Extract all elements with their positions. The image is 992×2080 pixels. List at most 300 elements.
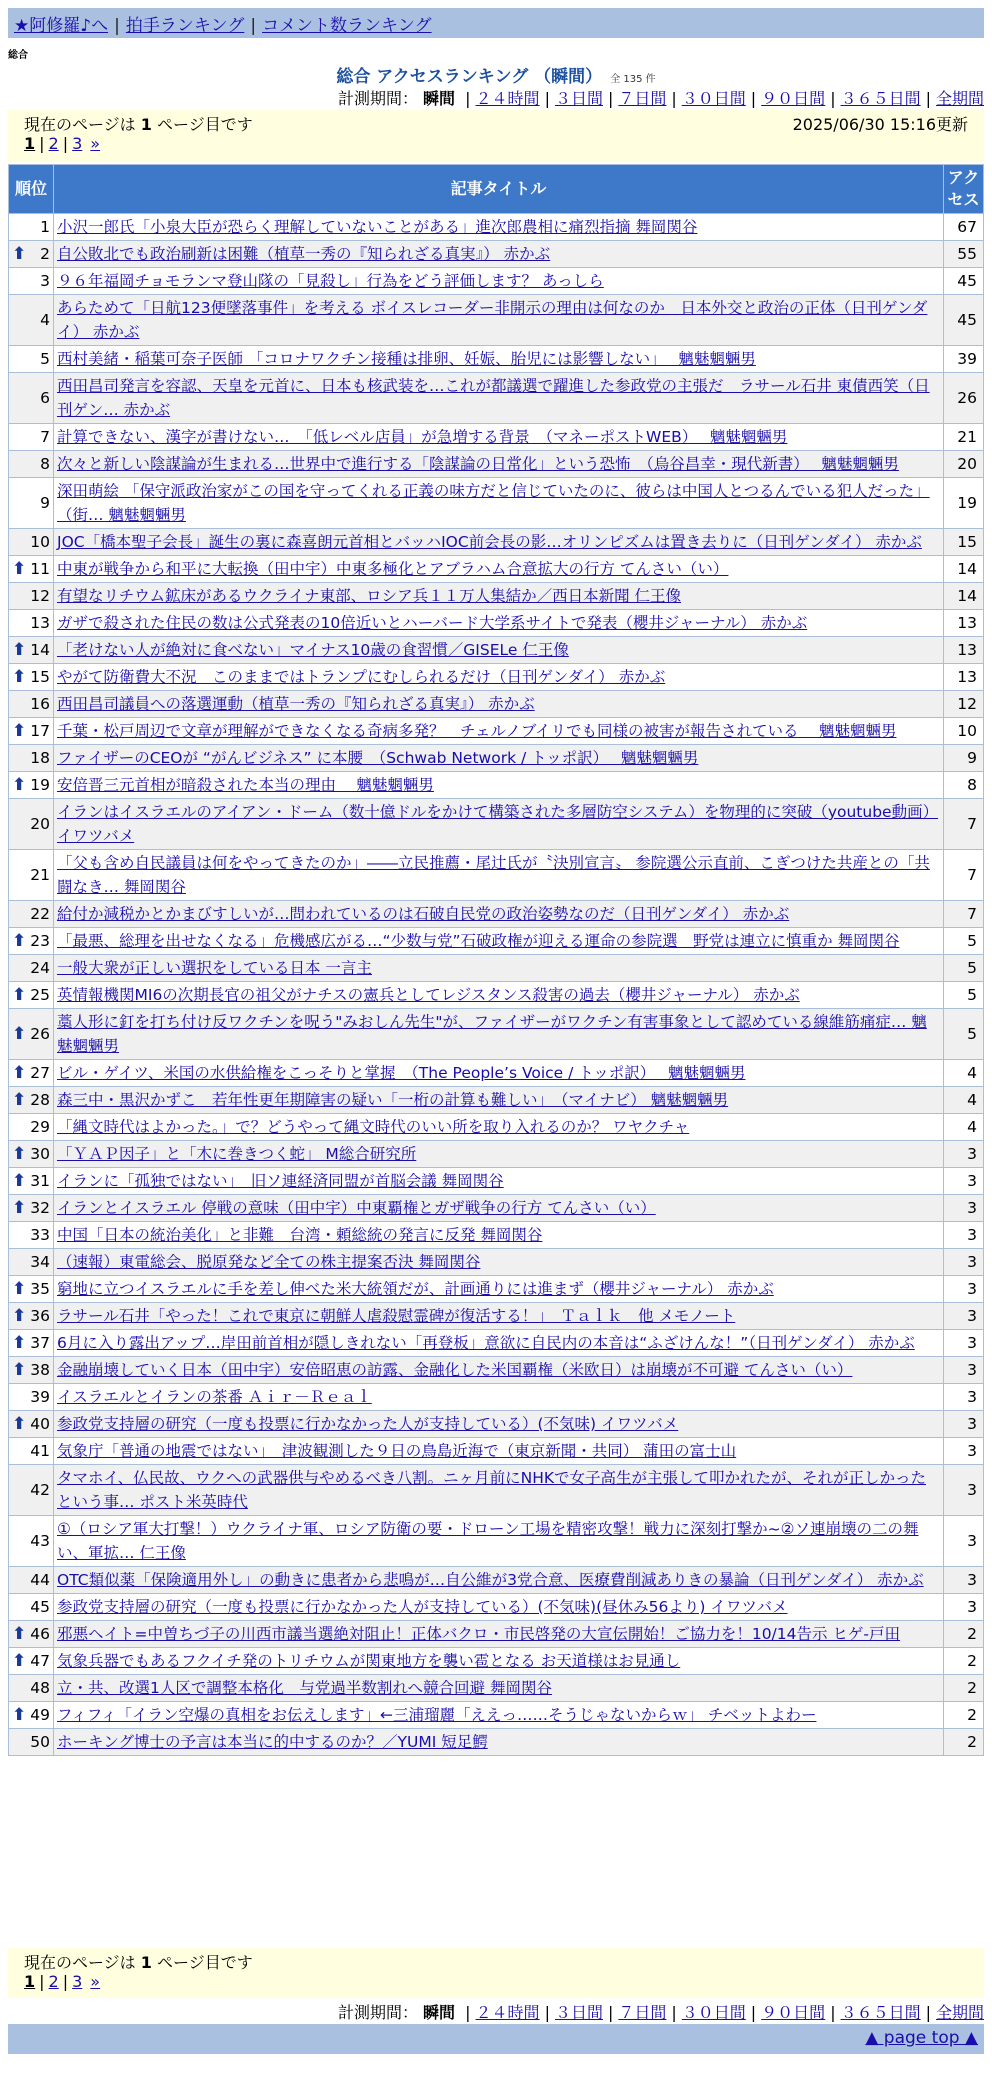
- page-link-2[interactable]: 2: [48, 134, 59, 153]
- rank-cell: [9, 529, 54, 556]
- rank-cell: [9, 583, 54, 610]
- period-selector-top: [338, 86, 984, 109]
- table-row: [9, 1648, 984, 1675]
- rank-number: 23: [30, 932, 50, 950]
- access-count: 7: [944, 850, 984, 901]
- period-option-link[interactable]: ７日間: [618, 2003, 667, 2022]
- period-option-link[interactable]: ３日間: [554, 89, 603, 108]
- rank-number: 30: [30, 1145, 50, 1163]
- access-count: 7: [944, 799, 984, 850]
- article-title-link[interactable]: 中東が戦争から和平に大転換（田中宇）中東多極化とアブラハム合意拡大の行方 てんさい（い）: [57, 560, 729, 578]
- rank-up-arrow-icon: ⬆: [12, 775, 27, 795]
- article-title-link[interactable]: OTC類似薬「保険適用外し」の動きに患者から悲鳴が…自公維が3党合意、医療費削減ありきの暴論（日刊ゲンダイ） 赤かぶ: [57, 1571, 924, 1589]
- access-count: 5: [944, 955, 984, 982]
- table-row: [9, 610, 984, 637]
- title-cell: [54, 1411, 944, 1438]
- access-count: 3: [944, 1438, 984, 1465]
- pager-top: [8, 110, 984, 162]
- rank-number: 42: [30, 1481, 50, 1499]
- rank-cell: [9, 1276, 54, 1303]
- page-current: 1: [24, 134, 36, 153]
- nav-separator: |: [250, 16, 257, 36]
- access-count: 2: [944, 1729, 984, 1756]
- article-title-link[interactable]: 安倍晋三元首相が暗殺された本当の理由 魑魅魍魎男: [57, 776, 434, 794]
- article-title-link[interactable]: 小沢一郎氏「小泉大臣が恐らく理解していないことがある」進次郎農相に痛烈指摘 舞岡関谷: [57, 218, 698, 236]
- title-cell: [54, 424, 944, 451]
- access-count: 7: [944, 901, 984, 928]
- access-count: 5: [944, 1009, 984, 1060]
- title-cell: [54, 373, 944, 424]
- period-separator: |: [465, 2003, 471, 2022]
- access-count: 3: [944, 1330, 984, 1357]
- rank-up-arrow-icon: ⬆: [12, 1651, 27, 1671]
- table-row: [9, 772, 984, 799]
- rank-cell: [9, 373, 54, 424]
- article-title-link[interactable]: フィフィ「イラン空爆の真相をお伝えします」←三浦瑠麗「ええっ……そうじゃないからｗ」 チベットよわー: [57, 1706, 817, 1724]
- period-label: 計測期間：: [337, 89, 418, 108]
- rank-number: 21: [30, 866, 50, 884]
- table-row: [9, 1594, 984, 1621]
- rank-number: 37: [30, 1334, 50, 1352]
- access-count: 13: [944, 664, 984, 691]
- table-row: [9, 373, 984, 424]
- rank-cell: [9, 1357, 54, 1384]
- rank-number: 29: [30, 1118, 50, 1136]
- title-cell: [54, 214, 944, 241]
- article-title-link[interactable]: ビル・ゲイツ、米国の水供給権をこっそりと掌握 （The People’s Voice / トッポ訳） 魑魅魍魎男: [57, 1064, 746, 1082]
- total-count: 全 135 件: [610, 74, 656, 85]
- rank-cell: [9, 1195, 54, 1222]
- period-option-link[interactable]: ７日間: [618, 89, 667, 108]
- rank-up-arrow-icon: ⬆: [12, 985, 27, 1005]
- title-cell: [54, 637, 944, 664]
- rank-number: 3: [40, 272, 50, 290]
- article-title-link[interactable]: 計算できない、漢字が書けない… 「低レベル店員」が急増する背景 （マネーポストWEB） 魑魅魍魎男: [57, 428, 788, 446]
- period-option-link[interactable]: ３日間: [554, 2003, 603, 2022]
- rank-up-arrow-icon: ⬆: [12, 1171, 27, 1191]
- period-separator: |: [544, 89, 550, 108]
- rank-up-arrow-icon: ⬆: [12, 931, 27, 951]
- article-title-link[interactable]: JOC「橋本聖子会長」誕生の裏に森喜朗元首相とバッハIOC前会長の影…オリンピズムは置き去りに（日刊ゲンダイ） 赤かぶ: [57, 533, 922, 551]
- rank-number: 28: [30, 1091, 50, 1109]
- rank-cell: [9, 1675, 54, 1702]
- article-title-link[interactable]: イランはイスラエルのアイアン・ドーム（数十億ドルをかけて構築された多層防空システム）を物理的に突破（youtube動画） イワツバメ: [57, 803, 939, 845]
- rank-up-arrow-icon: ⬆: [12, 1624, 27, 1644]
- period-option-link[interactable]: ９０日間: [761, 89, 826, 108]
- rank-cell: [9, 1594, 54, 1621]
- rank-cell: [9, 691, 54, 718]
- rank-cell: [9, 1249, 54, 1276]
- rank-cell: [9, 850, 54, 901]
- rank-up-arrow-icon: ⬆: [12, 1063, 27, 1083]
- rank-number: 1: [40, 218, 50, 236]
- title-cell: [54, 1465, 944, 1516]
- access-count: 3: [944, 1303, 984, 1330]
- access-count: 3: [944, 1249, 984, 1276]
- article-title-link[interactable]: 「最悪、総理を出せなくなる」危機感広がる…“少数与党”石破政権が迎える運命の参院選 野党は連立に慎重か 舞岡関谷: [57, 932, 900, 950]
- article-title-link[interactable]: 次々と新しい陰謀論が生まれる…世界中で進行する「陰謀論の日常化」という恐怖 （烏谷昌幸・現代新書） 魑魅魍魎男: [57, 455, 899, 473]
- period-option-link[interactable]: ２４時間: [475, 2003, 540, 2022]
- article-title-link[interactable]: 「縄文時代はよかった。」で？どうやって縄文時代のいい所を取り入れるのか？ ワヤクチャ: [57, 1118, 690, 1136]
- article-title-link[interactable]: 藁人形に釘を打ち付け反ワクチンを呪う"みおしん先生"が、ファイザーがワクチン有害事象として認めている線維筋痛症… 魑魅魍魎男: [57, 1013, 927, 1055]
- access-count: 13: [944, 610, 984, 637]
- rank-number: 47: [30, 1652, 50, 1670]
- rank-number: 32: [30, 1199, 50, 1217]
- page-top-link[interactable]: ▲ page top ▲: [865, 2028, 978, 2048]
- rank-number: 13: [30, 614, 50, 632]
- rank-cell: [9, 556, 54, 583]
- table-row: [9, 1621, 984, 1648]
- title-cell: [54, 1516, 944, 1567]
- rank-number: 17: [30, 722, 50, 740]
- article-title-link[interactable]: 「ＹＡＰ因子」と「木に巻きつく蛇」 M総合研究所: [57, 1145, 417, 1163]
- title-cell: [54, 1276, 944, 1303]
- rank-cell: [9, 1330, 54, 1357]
- rank-cell: [9, 1114, 54, 1141]
- table-row: [9, 424, 984, 451]
- table-row: [9, 1384, 984, 1411]
- rank-number: 31: [30, 1172, 50, 1190]
- period-option-link[interactable]: ３６５日間: [840, 2003, 921, 2022]
- table-row: [9, 982, 984, 1009]
- rank-cell: [9, 1621, 54, 1648]
- page-links: 1 | 2 | 3 »: [24, 134, 101, 153]
- table-row: [9, 1330, 984, 1357]
- table-row: [9, 1357, 984, 1384]
- rank-cell: [9, 745, 54, 772]
- title-cell: [54, 1621, 944, 1648]
- col-header-rank: 順位: [9, 165, 54, 214]
- access-count: 2: [944, 1702, 984, 1729]
- pager-status: 現在のページは 1 ページ目です: [24, 115, 253, 134]
- article-title-link[interactable]: ①（ロシア軍大打撃！）ウクライナ軍、ロシア防衛の要・ドローン工場を精密攻撃！戦力に深刻打撃か~②ソ連崩壊の二の舞い、軍拡… 仁王像: [57, 1520, 919, 1562]
- page-link-3[interactable]: 3: [72, 134, 83, 153]
- period-current: 瞬間: [423, 89, 456, 108]
- access-count: 21: [944, 424, 984, 451]
- article-title-link[interactable]: ９６年福岡チョモランマ登山隊の「見殺し」行為をどう評価します？ あっしら: [57, 272, 604, 290]
- article-title-link[interactable]: 西田昌司発言を容認、天皇を元首に、日本も核武装を…これが都議選で躍進した参政党の主張だ ラサール石井 東債西笑（日刊ゲン… 赤かぶ: [57, 377, 930, 419]
- next-page-link[interactable]: »: [90, 1972, 101, 1991]
- rank-number: 50: [30, 1733, 50, 1751]
- nav-separator: |: [114, 16, 120, 36]
- rank-number: 11: [30, 560, 50, 578]
- article-title-link[interactable]: 一般大衆が正しい選択をしている日本 一言主: [57, 959, 372, 977]
- table-row: [9, 1516, 984, 1567]
- title-cell: [54, 955, 944, 982]
- table-row: [9, 1195, 984, 1222]
- access-count: 3: [944, 1276, 984, 1303]
- article-title-link[interactable]: 森三中・黒沢かずこ 若年性更年期障害の疑い「一桁の計算も難しい」 （マイナビ） 魑魅魍魎男: [57, 1091, 729, 1109]
- table-row: [9, 1702, 984, 1729]
- article-title-link[interactable]: 給付か減税かとかまびすしいが…問われているのは石破自民党の政治姿勢なのだ（日刊ゲンダイ） 赤かぶ: [57, 905, 790, 923]
- home-link[interactable]: ★阿修羅♪へ: [14, 16, 109, 36]
- rank-cell: [9, 982, 54, 1009]
- access-count: 26: [944, 373, 984, 424]
- rank-number: 9: [40, 494, 50, 512]
- article-title-link[interactable]: あらためて「日航123便墜落事件」を考える ボイスレコーダー非開示の理由は何なのか 日本外交と政治の正体（日刊ゲンダイ） 赤かぶ: [57, 299, 928, 341]
- article-title-link[interactable]: 6月に入り露出アップ…岸田前首相が隠しきれない「再登板」意欲に自民内の本音は“ふざけんな！”（日刊ゲンダイ） 赤かぶ: [57, 1334, 915, 1352]
- table-row: [9, 1009, 984, 1060]
- title-cell: [54, 1141, 944, 1168]
- access-count: 12: [944, 691, 984, 718]
- period-separator: |: [607, 89, 614, 108]
- rank-up-arrow-icon: ⬆: [12, 721, 27, 741]
- rank-up-arrow-icon: ⬆: [12, 1198, 27, 1218]
- title-cell: [54, 295, 944, 346]
- access-count: 3: [944, 1222, 984, 1249]
- table-row: [9, 529, 984, 556]
- table-row: [9, 850, 984, 901]
- table-row: [9, 214, 984, 241]
- period-separator: |: [750, 2003, 757, 2022]
- rank-number: 48: [30, 1679, 50, 1697]
- period-option-link[interactable]: 全期間: [935, 2003, 984, 2022]
- article-title-link[interactable]: イランとイスラエル 停戦の意味（田中宇）中東覇権とガザ戦争の行方 てんさい（い）: [57, 1199, 656, 1217]
- rank-cell: [9, 1567, 54, 1594]
- article-title-link[interactable]: 千葉・松戸周辺で文章が理解ができなくなる奇病多発？ チェルノブイリでも同様の被害が報告されている 魑魅魍魎男: [57, 722, 897, 740]
- title-cell: [54, 664, 944, 691]
- table-row: [9, 1087, 984, 1114]
- title-cell: [54, 1330, 944, 1357]
- title-cell: [54, 1249, 944, 1276]
- article-title-link[interactable]: イスラエルとイランの茶番 Ａｉｒ－Ｒｅａｌ: [57, 1388, 372, 1406]
- article-title-link[interactable]: 「老けない人が絶対に食べない」マイナス10歳の食習慣／GISELe 仁王像: [57, 641, 569, 659]
- rank-cell: [9, 1141, 54, 1168]
- title-cell: [54, 1675, 944, 1702]
- article-title-link[interactable]: 有望なリチウム鉱床があるウクライナ東部、ロシア兵１１万人集結か／西日本新聞 仁王像: [57, 587, 682, 605]
- period-option-link[interactable]: ３０日間: [681, 2003, 746, 2022]
- title-cell: [54, 1702, 944, 1729]
- table-row: [9, 955, 984, 982]
- rank-number: 41: [30, 1442, 50, 1460]
- period-option-link[interactable]: 全期間: [935, 89, 984, 108]
- title-cell: [54, 1729, 944, 1756]
- rank-cell: [9, 901, 54, 928]
- access-count: 19: [944, 478, 984, 529]
- rank-up-arrow-icon: ⬆: [12, 667, 27, 687]
- title-cell: [54, 556, 944, 583]
- rank-cell: [9, 346, 54, 373]
- period-option-link[interactable]: ３０日間: [681, 89, 746, 108]
- table-row: [9, 799, 984, 850]
- table-row: [9, 664, 984, 691]
- period-separator: |: [830, 89, 836, 108]
- article-title-link[interactable]: 参政党支持層の研究（一度も投票に行かなかった人が支持している）(不気味)(昼休み56より) イワツバメ: [57, 1598, 788, 1616]
- rank-cell: [9, 610, 54, 637]
- article-title-link[interactable]: やがて防衛費大不況 このままではトランプにむしられるだけ（日刊ゲンダイ） 赤かぶ: [57, 668, 666, 686]
- title-cell: [54, 1438, 944, 1465]
- title-cell: [54, 1087, 944, 1114]
- table-row: [9, 1168, 984, 1195]
- rank-number: 12: [30, 587, 50, 605]
- title-cell: [54, 1222, 944, 1249]
- rank-number: 19: [30, 776, 50, 794]
- access-count: 3: [944, 1411, 984, 1438]
- access-count: 45: [944, 295, 984, 346]
- period-separator: |: [671, 89, 677, 108]
- rank-up-arrow-icon: ⬆: [12, 1090, 27, 1110]
- article-title-link[interactable]: 中国「日本の統治美化」と非難 台湾・頼総統の発言に反発 舞岡関谷: [57, 1226, 543, 1244]
- article-title-link[interactable]: タマホイ、仏民故、ウクへの武器供与やめるべき八割。ニヶ月前にNHKで女子高生が主張して叩かれたが、それが正しかったという事… ポスト米英時代: [57, 1469, 927, 1511]
- title-cell: [54, 268, 944, 295]
- access-count: 8: [944, 772, 984, 799]
- article-title-link[interactable]: 自公敗北でも政治刷新は困難（植草一秀の『知られざる真実』） 赤かぶ: [57, 245, 551, 263]
- article-title-link[interactable]: 気象庁「普通の地震ではない」 津波観測した９日の鳥島近海で（東京新聞・共同） 蒲田の富士山: [57, 1442, 737, 1460]
- table-row: [9, 1222, 984, 1249]
- page-link-3[interactable]: 3: [72, 1972, 83, 1991]
- title-cell: [54, 1114, 944, 1141]
- access-count: 3: [944, 1141, 984, 1168]
- article-title-link[interactable]: 深田萌絵 「保守派政治家がこの国を守ってくれる正義の味方だと信じていたのに、彼らは中国人とつるんでいる犯人だった」（街… 魑魅魍魎男: [57, 482, 930, 524]
- article-title-link[interactable]: ホーキング博士の予言は本当に的中するのか？／YUMI 短足鰐: [57, 1733, 488, 1751]
- rank-cell: [9, 928, 54, 955]
- access-count: 39: [944, 346, 984, 373]
- table-row: [9, 1729, 984, 1756]
- table-row: [9, 241, 984, 268]
- period-separator: |: [830, 2003, 836, 2022]
- title-cell: [54, 1357, 944, 1384]
- pager-bottom: [8, 1948, 984, 1998]
- table-row: [9, 295, 984, 346]
- access-count: 67: [944, 214, 984, 241]
- article-title-link[interactable]: 英情報機関MI6の次期長官の祖父がナチスの憲兵としてレジスタンス殺害の過去（櫻井ジャーナル） 赤かぶ: [57, 986, 800, 1004]
- table-row: [9, 1465, 984, 1516]
- rank-number: 7: [40, 428, 50, 446]
- rank-number: 38: [30, 1361, 50, 1379]
- rank-cell: [9, 1060, 54, 1087]
- period-option-link[interactable]: ２４時間: [475, 89, 540, 108]
- table-row: [9, 478, 984, 529]
- table-row: [9, 637, 984, 664]
- access-count: 14: [944, 583, 984, 610]
- title-cell: [54, 1168, 944, 1195]
- comment-ranking-link[interactable]: コメント数ランキング: [262, 16, 432, 36]
- rank-up-arrow-icon: ⬆: [12, 1279, 27, 1299]
- rank-number: 4: [40, 311, 50, 329]
- article-title-link[interactable]: イランに「孤独ではない」 旧ソ連経済同盟が首脳会議 舞岡関谷: [57, 1172, 504, 1190]
- table-row: [9, 901, 984, 928]
- article-title-link[interactable]: ガザで殺された住民の数は公式発表の10倍近いとハーバード大学系サイトで発表（櫻井ジャーナル） 赤かぶ: [57, 614, 808, 632]
- next-page-link[interactable]: »: [90, 134, 101, 153]
- page-link-2[interactable]: 2: [48, 1972, 59, 1991]
- rank-cell: [9, 1222, 54, 1249]
- table-row: [9, 745, 984, 772]
- rank-number: 49: [30, 1706, 50, 1724]
- title-cell: [54, 1567, 944, 1594]
- period-separator: |: [607, 2003, 614, 2022]
- access-count: 9: [944, 745, 984, 772]
- period-separator: |: [671, 2003, 677, 2022]
- rank-number: 22: [30, 905, 50, 923]
- article-title-link[interactable]: ラサール石井「やった！これで東京に朝鮮人虐殺慰霊碑が復活する！」 Ｔａｌｋ 他 メモノート: [57, 1307, 736, 1325]
- title-cell: [54, 928, 944, 955]
- bottom-bar: [8, 2024, 984, 2054]
- rank-number: 36: [30, 1307, 50, 1325]
- title-cell: [54, 772, 944, 799]
- access-count: 10: [944, 718, 984, 745]
- rank-cell: [9, 1303, 54, 1330]
- article-title-link[interactable]: （速報）東電総会、脱原発など全ての株主提案否決 舞岡関谷: [57, 1253, 481, 1271]
- period-option-link[interactable]: ９０日間: [761, 2003, 826, 2022]
- table-row: [9, 268, 984, 295]
- period-option-link[interactable]: ３６５日間: [840, 89, 921, 108]
- page-current: 1: [24, 1972, 36, 1991]
- title-cell: [54, 346, 944, 373]
- rank-number: 8: [40, 455, 50, 473]
- rank-number: 24: [30, 959, 50, 977]
- period-separator: |: [925, 2003, 931, 2022]
- rank-up-arrow-icon: ⬆: [12, 1360, 27, 1380]
- rank-cell: [9, 1009, 54, 1060]
- clap-ranking-link[interactable]: 拍手ランキング: [125, 16, 245, 36]
- rank-cell: [9, 295, 54, 346]
- title-cell: [54, 529, 944, 556]
- table-row: [9, 1141, 984, 1168]
- rank-up-arrow-icon: ⬆: [12, 1024, 27, 1044]
- rank-cell: [9, 424, 54, 451]
- access-count: 5: [944, 928, 984, 955]
- period-separator: |: [544, 2003, 550, 2022]
- rank-number: 44: [30, 1571, 50, 1589]
- article-title-link[interactable]: 気象兵器でもあるフクイチ発のトリチウムが関東地方を襲い雹となる お天道様はお見通し: [57, 1652, 681, 1670]
- rank-number: 16: [30, 695, 50, 713]
- table-row: [9, 718, 984, 745]
- access-count: 3: [944, 1567, 984, 1594]
- article-title-link[interactable]: 「父も含め自民議員は何をやってきたのか」――立民推薦・尾辻氏が〝決別宣言〟 参院選公示直前、こぎつけた共産との「共闘なき… 舞岡関谷: [57, 854, 930, 896]
- article-title-link[interactable]: ファイザーのCEOが “がんビジネス” に本腰 （Schwab Network / トッポ訳） 魑魅魍魎男: [57, 749, 699, 767]
- title-cell: [54, 850, 944, 901]
- rank-cell: [9, 268, 54, 295]
- article-title-link[interactable]: 邪悪ヘイト=中曽ちづ子の川西市議当選絶対阻止！正体バクロ・市民啓発の大宣伝開始！ご協力を！10/14告示 ヒゲ-戸田: [57, 1625, 901, 1643]
- access-count: 5: [944, 982, 984, 1009]
- article-title-link[interactable]: 西村美緒・稲葉可奈子医師 「コロナワクチン接種は排卵、妊娠、胎児には影響しない」 魑魅魍魎男: [57, 350, 756, 368]
- access-count: 3: [944, 1594, 984, 1621]
- rank-cell: [9, 478, 54, 529]
- article-title-link[interactable]: 西田昌司議員への落選運動（植草一秀の『知られざる真実』） 赤かぶ: [57, 695, 535, 713]
- rank-cell: [9, 1384, 54, 1411]
- article-title-link[interactable]: 立・共、改選1人区で調整本格化 与党過半数割れへ競合回避 舞岡関谷: [57, 1679, 552, 1697]
- rank-cell: [9, 955, 54, 982]
- article-title-link[interactable]: 参政党支持層の研究（一度も投票に行かなかった人が支持している）(不気味) イワツバメ: [57, 1415, 679, 1433]
- rank-cell: [9, 718, 54, 745]
- top-nav-bar: [8, 8, 984, 38]
- title-cell: [54, 982, 944, 1009]
- rank-cell: [9, 241, 54, 268]
- rank-number: 20: [30, 815, 50, 833]
- table-row: [9, 928, 984, 955]
- title-cell: [54, 1060, 944, 1087]
- period-separator: |: [465, 89, 471, 108]
- title-cell: [54, 799, 944, 850]
- rank-up-arrow-icon: ⬆: [12, 1333, 27, 1353]
- rank-up-arrow-icon: ⬆: [12, 1705, 27, 1725]
- period-options: [460, 89, 984, 108]
- title-cell: [54, 610, 944, 637]
- article-title-link[interactable]: 金融崩壊していく日本（田中宇）安倍昭恵の訪露、金融化した米国覇権（米欧日）は崩壊が不可避 てんさい（い）: [57, 1361, 853, 1379]
- col-header-access: アクセス: [944, 165, 984, 214]
- table-row: [9, 1303, 984, 1330]
- rank-number: 34: [30, 1253, 50, 1271]
- rank-number: 45: [30, 1598, 50, 1616]
- rank-cell: [9, 664, 54, 691]
- article-title-link[interactable]: 窮地に立つイスラエルに手を差し伸べた米大統領だが、計画通りには進まず（櫻井ジャーナル） 赤かぶ: [57, 1280, 774, 1298]
- rank-cell: [9, 1465, 54, 1516]
- table-row: [9, 1567, 984, 1594]
- rank-up-arrow-icon: ⬆: [12, 559, 27, 579]
- access-count: 13: [944, 637, 984, 664]
- ranking-rows: [9, 214, 984, 1756]
- rank-number: 6: [40, 389, 50, 407]
